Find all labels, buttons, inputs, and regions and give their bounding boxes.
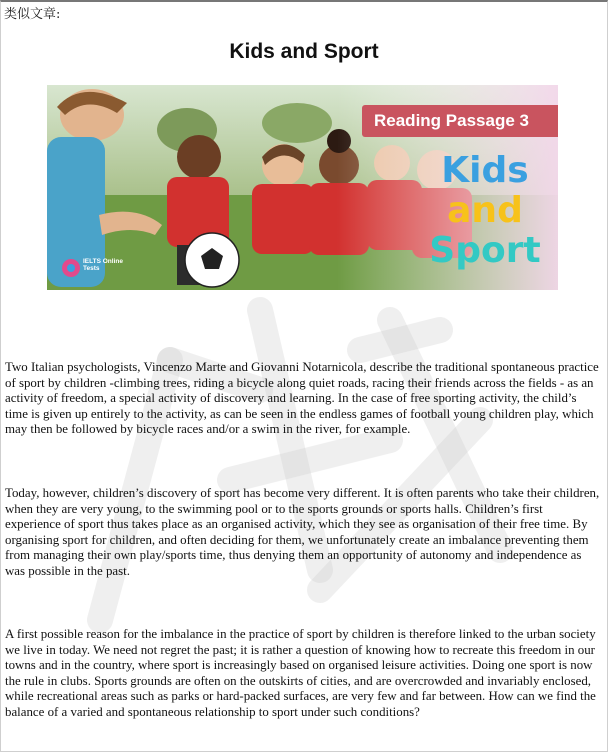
ielts-online-tests-logo (61, 256, 123, 282)
banner-word-and: and (447, 190, 523, 231)
banner-big-title (415, 151, 555, 271)
paragraph-3: A first possible reason for the imbalance in the practice of sport by children is therefore linked to the urban society we live in today. We need not regret the past; it is rather a question of knowing how to recreate this freedom in our towns and in the country, where sport is increasingly based on organised leisure activities. Doing one sport is now the rule in clubs. Sports grounds are often on the outskirts of cities, and are overcrowded and invariably enclosed, while recreational areas such as parks or hard-packed surfaces, are very few and far between. How can we find the balance of a varied and spontaneous relationship to sport under such conditions? (5, 627, 596, 719)
banner-word-sport: Sport (429, 230, 541, 271)
logo-text: IELTS Online Tests (83, 258, 123, 272)
similar-articles-label: 类似文章: (4, 7, 61, 22)
article-title: Kids and Sport (229, 40, 379, 63)
article-banner-image (47, 85, 558, 290)
logo-emblem-icon (61, 258, 81, 278)
reading-passage-badge-text: Reading Passage 3 (374, 111, 529, 130)
banner-word-kids: Kids (441, 150, 529, 191)
paragraph-2: Today, however, children’s discovery of sport has become very different. It is often parents who take their children, when they are very young, to the swimming pool or to the sports grounds or sports halls. Children’s first experience of sport thus takes place as an organised activity, which they see as organisation of their free time. By organising sport for children, and often deciding for them, we unfortunately create an imbalance preventing them from managing their own play/sports time, thus denying them an opportunity of autonomy and independence as was possible in the past. (5, 486, 600, 578)
reading-passage-badge (362, 105, 558, 137)
paragraph-1: Two Italian psychologists, Vincenzo Marte and Giovanni Notarnicola, describe the traditional spontaneous practice of sport by children -climbing trees, riding a bicycle along quiet roads, racing their friends across the fields - as an activity of freedom, a special activity of discovery and learning. In the case of free sporting activity, the child’s time is given up entirely to the activity, as can be seen in the endless games of football young children play, which may then be followed by bicycle races and/or a swim in the river, for example. (5, 360, 599, 437)
